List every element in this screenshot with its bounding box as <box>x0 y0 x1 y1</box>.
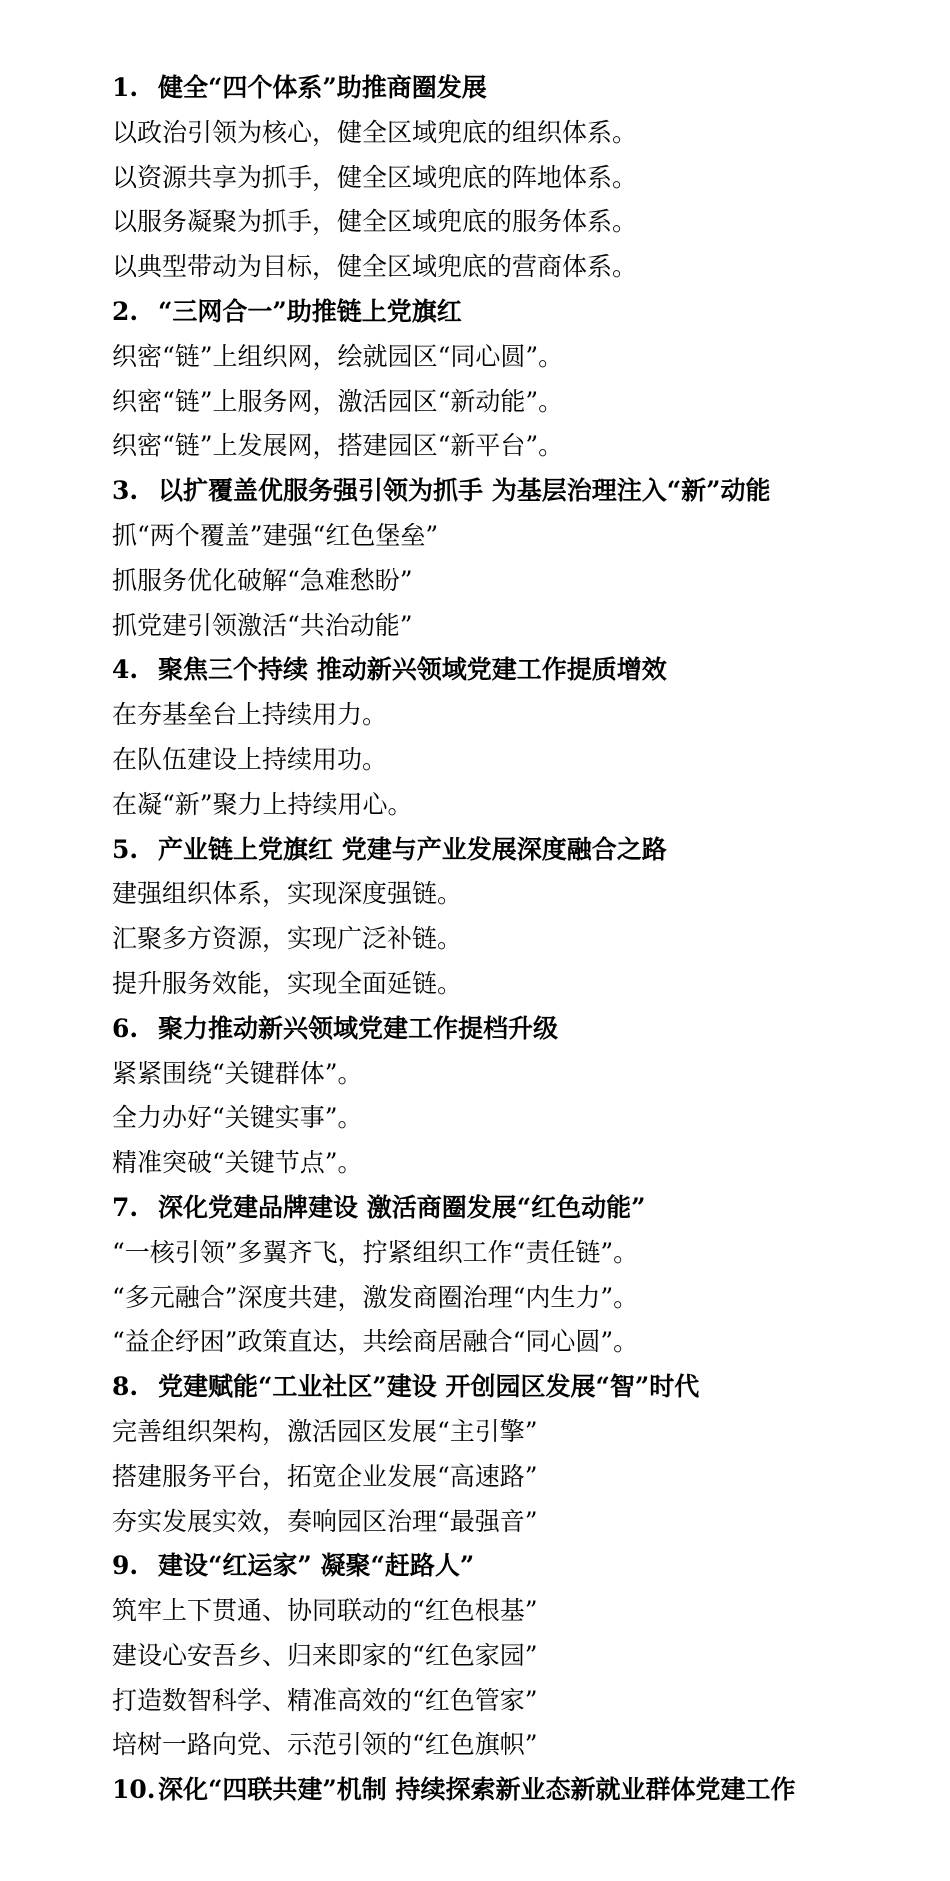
list-item: 培树一路向党、示范引领的“红色旗帜” <box>112 1730 538 1760</box>
section-8 <box>112 1365 932 1544</box>
section-number: 9. <box>112 1551 139 1581</box>
list-item: 建设心安吾乡、归来即家的“红色家园” <box>112 1640 538 1670</box>
list-item: 以典型带动为目标，健全区域兜底的营商体系。 <box>112 252 638 282</box>
list-item: 在队伍建设上持续用功。 <box>112 744 388 774</box>
section-number: 8. <box>112 1372 139 1402</box>
section-title: 深化“四联共建”机制 持续探索新业态新就业群体党建工作 <box>158 1775 796 1805</box>
section-number: 7. <box>112 1192 139 1222</box>
list-item: 织密“链”上组织网，绘就园区“同心圆”。 <box>112 341 564 371</box>
section-title: “三网合一”助推链上党旗红 <box>158 296 462 326</box>
document-body <box>112 66 932 1813</box>
section-title: 产业链上党旗红 党建与产业发展深度融合之路 <box>158 834 667 864</box>
list-item: 搭建服务平台，拓宽企业发展“高速路” <box>112 1461 538 1491</box>
section-4 <box>112 648 932 827</box>
list-item: “益企纾困”政策直达，共绘商居融合“同心圆”。 <box>112 1327 639 1357</box>
section-number: 10. <box>112 1775 156 1805</box>
list-item: 紧紧围绕“关键群体”。 <box>112 1058 363 1088</box>
section-title: 以扩覆盖优服务强引领为抓手 为基层治理注入“新”动能 <box>158 476 771 506</box>
section-number: 5. <box>112 834 139 864</box>
section-title: 深化党建品牌建设 激活商圈发展“红色动能” <box>158 1192 646 1222</box>
section-9 <box>112 1544 932 1768</box>
section-7 <box>112 1186 932 1365</box>
list-item: 全力办好“关键实事”。 <box>112 1103 363 1133</box>
list-item: 以政治引领为核心，健全区域兜底的组织体系。 <box>112 117 638 147</box>
list-item: 打造数智科学、精准高效的“红色管家” <box>112 1685 538 1715</box>
section-title: 建设“红运家” 凝聚“赶路人” <box>158 1551 475 1581</box>
section-heading <box>112 1768 932 1813</box>
section-heading <box>112 1544 932 1589</box>
section-heading <box>112 290 932 335</box>
section-10 <box>112 1768 932 1813</box>
list-item: 以服务凝聚为抓手，健全区域兜底的服务体系。 <box>112 207 638 237</box>
list-item: 在凝“新”聚力上持续用心。 <box>112 789 413 819</box>
section-heading <box>112 1007 932 1052</box>
section-6 <box>112 1007 932 1186</box>
list-item: 在夯基垒台上持续用力。 <box>112 700 388 730</box>
list-item: 抓党建引领激活“共治动能” <box>112 610 413 640</box>
list-item: 筑牢上下贯通、协同联动的“红色根基” <box>112 1596 538 1626</box>
list-item: 织密“链”上服务网，激活园区“新动能”。 <box>112 386 564 416</box>
section-heading <box>112 648 932 693</box>
list-item: 抓服务优化破解“急难愁盼” <box>112 565 413 595</box>
list-item: 精准突破“关键节点”。 <box>112 1148 363 1178</box>
section-number: 4. <box>112 655 139 685</box>
list-item: “多元融合”深度共建，激发商圈治理“内生力”。 <box>112 1282 639 1312</box>
section-heading <box>112 1365 932 1410</box>
list-item: 抓“两个覆盖”建强“红色堡垒” <box>112 520 439 550</box>
section-title: 健全“四个体系”助推商圈发展 <box>158 73 487 102</box>
section-title: 聚力推动新兴领域党建工作提档升级 <box>158 1013 559 1043</box>
list-item: 织密“链”上发展网，搭建园区“新平台”。 <box>112 431 564 461</box>
section-heading <box>112 66 932 111</box>
list-item: 完善组织架构，激活园区发展“主引擎” <box>112 1416 538 1446</box>
section-3 <box>112 469 932 648</box>
section-title: 党建赋能“工业社区”建设 开创园区发展“智”时代 <box>158 1372 700 1402</box>
section-5 <box>112 828 932 1007</box>
section-number: 3. <box>112 476 139 506</box>
section-number: 2. <box>112 296 139 326</box>
section-number: 6. <box>112 1013 139 1043</box>
section-1 <box>112 66 932 290</box>
section-2 <box>112 290 932 469</box>
section-heading <box>112 828 932 873</box>
list-item: 夯实发展实效，奏响园区治理“最强音” <box>112 1506 538 1536</box>
list-item: 建强组织体系，实现深度强链。 <box>112 879 463 909</box>
list-item: “一核引领”多翼齐飞，拧紧组织工作“责任链”。 <box>112 1237 639 1267</box>
section-heading <box>112 469 932 514</box>
section-title: 聚焦三个持续 推动新兴领域党建工作提质增效 <box>158 655 667 685</box>
list-item: 汇聚多方资源，实现广泛补链。 <box>112 924 463 954</box>
section-number: 1. <box>112 73 139 102</box>
list-item: 提升服务效能，实现全面延链。 <box>112 968 463 998</box>
list-item: 以资源共享为抓手，健全区域兜底的阵地体系。 <box>112 162 638 192</box>
section-heading <box>112 1186 932 1231</box>
